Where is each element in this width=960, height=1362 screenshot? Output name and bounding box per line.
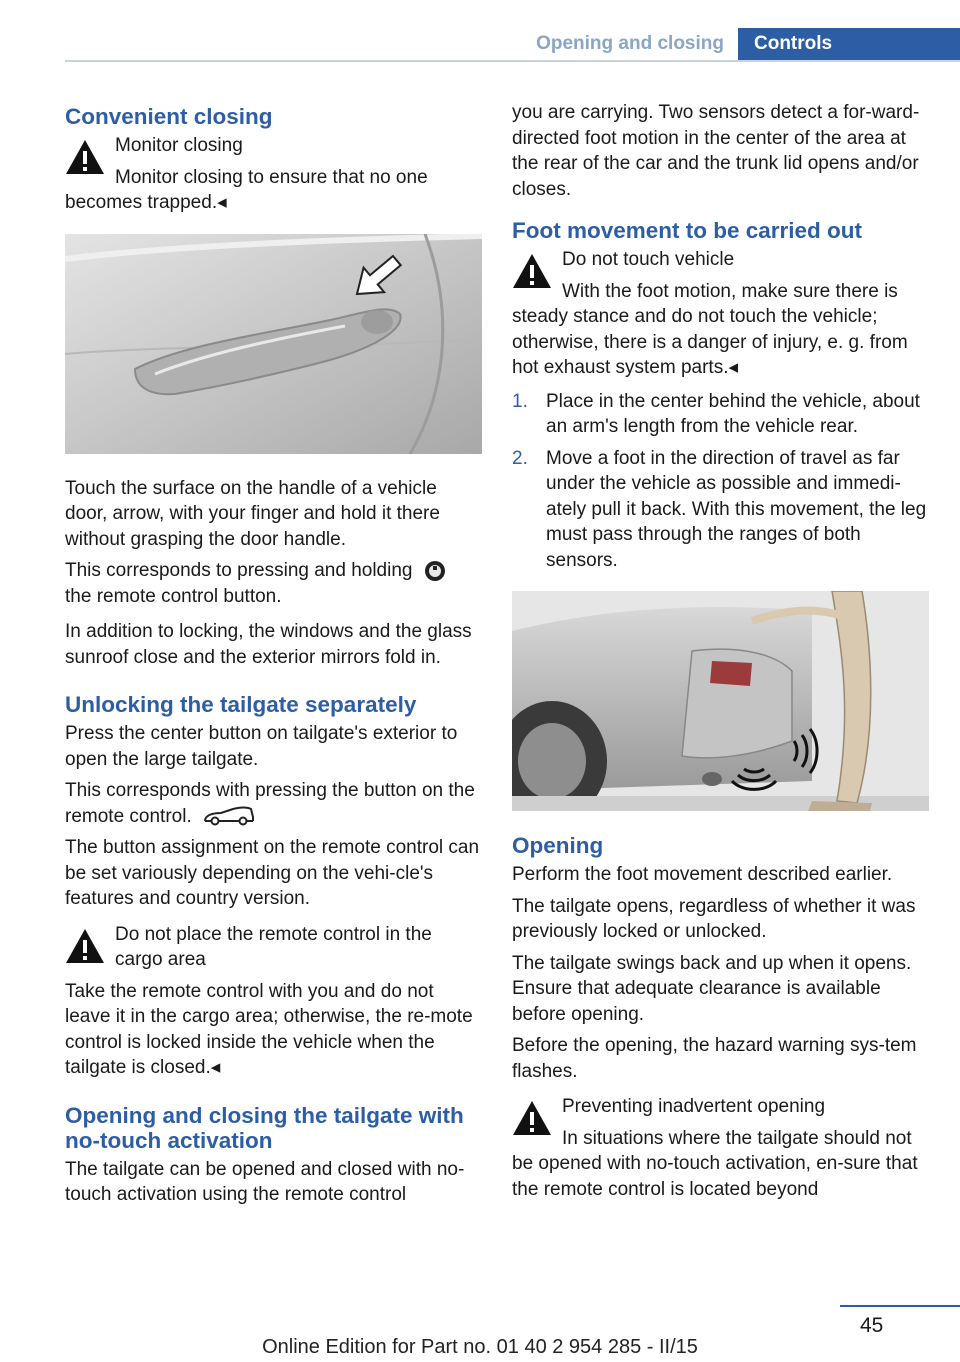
step-number: 2. <box>512 447 528 469</box>
warning-body: With the foot motion, make sure there is steady stance and do not touch the vehicle; otherwise, there is a danger of injury, e. g. from hot exhaust system parts.◂ <box>512 280 908 378</box>
paragraph-text: This corresponds to pressing and holding <box>65 560 413 581</box>
left-column <box>65 100 482 1214</box>
paragraph-hazard: Before the opening, the hazard warning sys‐tem flashes. <box>512 1035 917 1082</box>
tailgate-foot-sensor-image <box>512 591 929 811</box>
paragraph-text-cont: the remote control button. <box>65 585 282 607</box>
warning-triangle-icon <box>65 928 105 964</box>
warning-triangle-icon <box>65 139 105 175</box>
right-column <box>512 100 929 1208</box>
paragraph-no-touch: The tailgate can be opened and closed with no-touch activation using the remote control <box>65 1158 465 1205</box>
header-section-label: Opening and closing <box>536 33 724 54</box>
paragraph-tailgate-opens: The tailgate opens, regardless of whether it was previously locked or unlocked. <box>512 895 916 942</box>
warning-remote-cargo <box>65 922 482 1081</box>
warning-do-not-touch <box>512 247 929 381</box>
header-chapter-tab: Controls <box>738 28 960 60</box>
footer-rule <box>840 1305 960 1307</box>
lock-button-icon <box>424 560 446 582</box>
heading-opening: Opening <box>512 833 604 858</box>
paragraph-perform-foot: Perform the foot movement described earlier. <box>512 864 893 885</box>
list-item <box>512 389 929 440</box>
step-text: Place in the center behind the vehicle, about an arm's length from the vehicle rear. <box>546 390 920 437</box>
heading-unlocking-tailgate: Unlocking the tailgate separately <box>65 692 417 717</box>
warning-body: In situations where the tailgate should not be opened with no-touch activation, en‐sure that the remote control is located beyond <box>512 1127 918 1200</box>
paragraph-corresponds-holding <box>65 558 482 609</box>
warning-title: Do not touch vehicle <box>562 249 735 270</box>
warning-body: Take the remote control with you and do not leave it in the cargo area; otherwise, the re‐mote control is locked inside the vehicle when the tailgate is closed.◂ <box>65 980 473 1078</box>
step-text: Move a foot in the direction of travel as far under the vehicle as possible and immedi‐ately pull it back. With this movement, the leg must pass through the ranges of both sensors. <box>546 447 927 571</box>
warning-triangle-icon <box>512 253 552 289</box>
paragraph-text: This corresponds with pressing the button on the remote control. <box>65 780 475 827</box>
steps-list <box>512 389 929 574</box>
edition-footer: Online Edition for Part no. 01 40 2 954 285 - II/15 <box>262 1336 698 1358</box>
paragraph-corresponds-button <box>65 778 482 829</box>
header-rule <box>65 60 960 62</box>
warning-monitor-closing <box>65 133 482 216</box>
warning-inadvertent-opening <box>512 1094 929 1202</box>
heading-no-touch-activation: Opening and closing the tailgate with no-touch activation <box>65 1102 464 1153</box>
list-item <box>512 446 929 574</box>
heading-foot-movement: Foot movement to be carried out <box>512 218 863 243</box>
warning-triangle-icon <box>512 1100 552 1136</box>
paragraph-touch-surface: Touch the surface on the handle of a vehicle door, arrow, with your finger and hold it there without grasping the door handle. <box>65 477 440 550</box>
warning-title: Monitor closing <box>115 135 243 156</box>
warning-title: Preventing inadvertent opening <box>562 1096 826 1117</box>
paragraph-swings-back: The tailgate swings back and up when it opens. Ensure that adequate clearance is available before opening. <box>512 952 912 1025</box>
paragraph-button-assignment: The button assignment on the remote control can be set variously depending on the vehi‐cle's features and country version. <box>65 837 480 909</box>
paragraph-sensors: you are carrying. Two sensors detect a for‐ward-directed foot motion in the center of the area at the rear of the car and the trunk lid opens and/or closes. <box>512 102 920 200</box>
paragraph-press-center: Press the center button on tailgate's exterior to open the large tailgate. <box>65 723 458 770</box>
door-handle-image <box>65 234 482 454</box>
step-number: 1. <box>512 390 528 412</box>
car-tailgate-icon <box>203 805 255 827</box>
paragraph-windows-close: In addition to locking, the windows and the glass sunroof close and the exterior mirrors fold in. <box>65 621 472 668</box>
warning-body: Monitor closing to ensure that no one becomes trapped.◂ <box>65 166 428 213</box>
warning-title: Do not place the remote control in the cargo area <box>115 923 432 970</box>
heading-convenient-closing: Convenient closing <box>65 104 273 129</box>
page-number: 45 <box>860 1314 884 1337</box>
